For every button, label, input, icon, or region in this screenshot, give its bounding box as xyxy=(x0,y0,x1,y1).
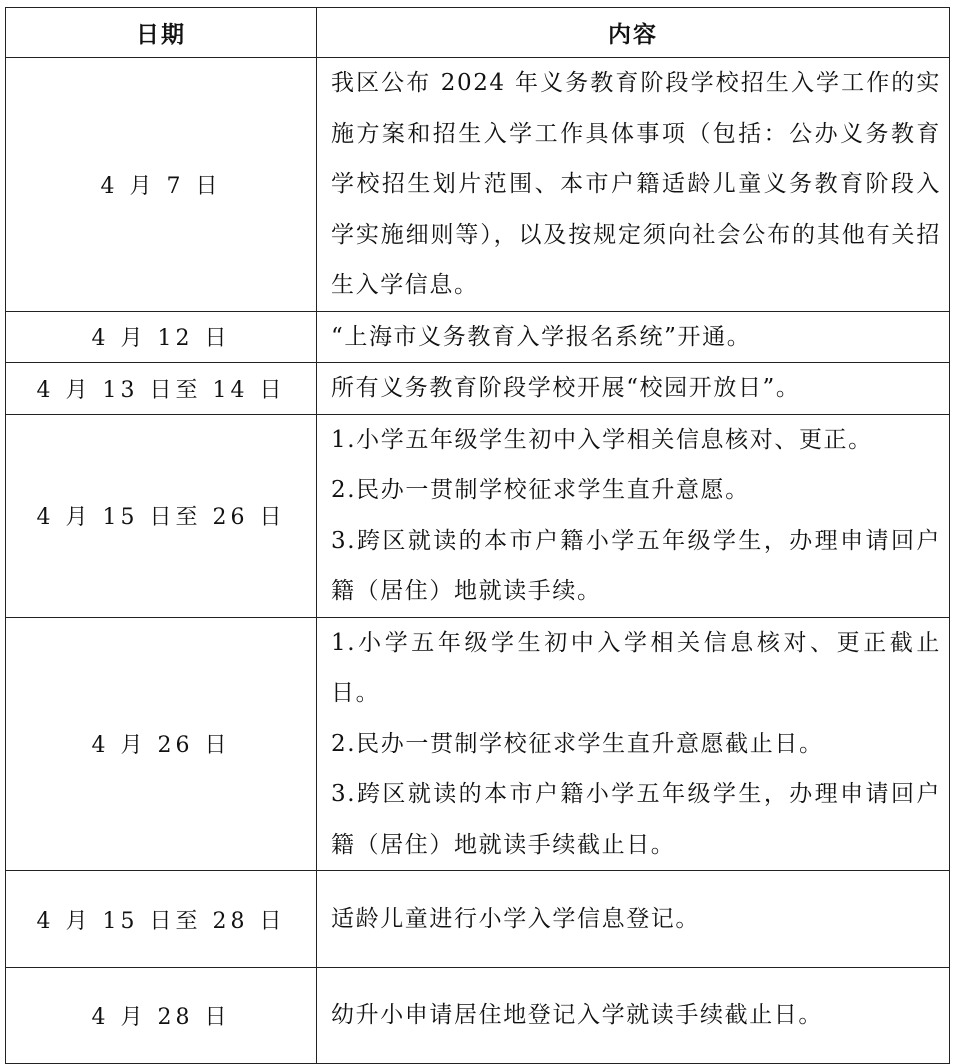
list-item: 1.小学五年级学生初中入学相关信息核对、更正截止日。 xyxy=(331,629,941,706)
content-cell: 幼升小申请居住地登记入学就读手续截止日。 xyxy=(317,968,950,1064)
content-cell: 适龄儿童进行小学入学信息登记。 xyxy=(317,871,950,968)
date-cell: 4 月 12 日 xyxy=(6,311,317,363)
list-item: 2.民办一贯制学校征求学生直升意愿。 xyxy=(331,477,750,503)
table-row xyxy=(6,414,950,617)
date-cell: 4 月 15 日至 26 日 xyxy=(6,414,317,617)
table-row xyxy=(6,871,950,968)
list-item: 2.民办一贯制学校征求学生直升意愿截止日。 xyxy=(331,730,824,757)
content-cell: 我区公布 2024 年义务教育阶段学校招生入学工作的实施方案和招生入学工作具体事项（包括：公办义务教育学校招生划片范围、本市户籍适龄儿童义务教育阶段入学实施细则等），以及按规定须向社会公布的其他有关招生入学信息。 xyxy=(317,58,950,312)
date-cell: 4 月 7 日 xyxy=(6,58,317,312)
date-cell: 4 月 13 日至 14 日 xyxy=(6,363,317,415)
enrollment-schedule-table xyxy=(5,7,950,1064)
content-cell xyxy=(317,414,950,617)
content-cell: “上海市义务教育入学报名系统”开通。 xyxy=(317,311,950,363)
content-cell xyxy=(317,617,950,871)
content-cell: 所有义务教育阶段学校开展“校园开放日”。 xyxy=(317,363,950,415)
date-cell: 4 月 26 日 xyxy=(6,617,317,871)
table-row xyxy=(6,311,950,363)
table-row xyxy=(6,363,950,415)
list-item: 3.跨区就读的本市户籍小学五年级学生，办理申请回户籍（居住）地就读手续截止日。 xyxy=(331,781,941,858)
table-header-row xyxy=(6,8,950,58)
table-row xyxy=(6,617,950,871)
table-row xyxy=(6,968,950,1064)
table-row xyxy=(6,58,950,312)
list-item: 3.跨区就读的本市户籍小学五年级学生，办理申请回户籍（居住）地就读手续。 xyxy=(331,527,941,604)
date-column-header: 日期 xyxy=(6,8,317,58)
date-cell: 4 月 15 日至 28 日 xyxy=(6,871,317,968)
content-column-header: 内容 xyxy=(317,8,950,58)
list-item: 1.小学五年级学生初中入学相关信息核对、更正。 xyxy=(331,426,873,453)
date-cell: 4 月 28 日 xyxy=(6,968,317,1064)
